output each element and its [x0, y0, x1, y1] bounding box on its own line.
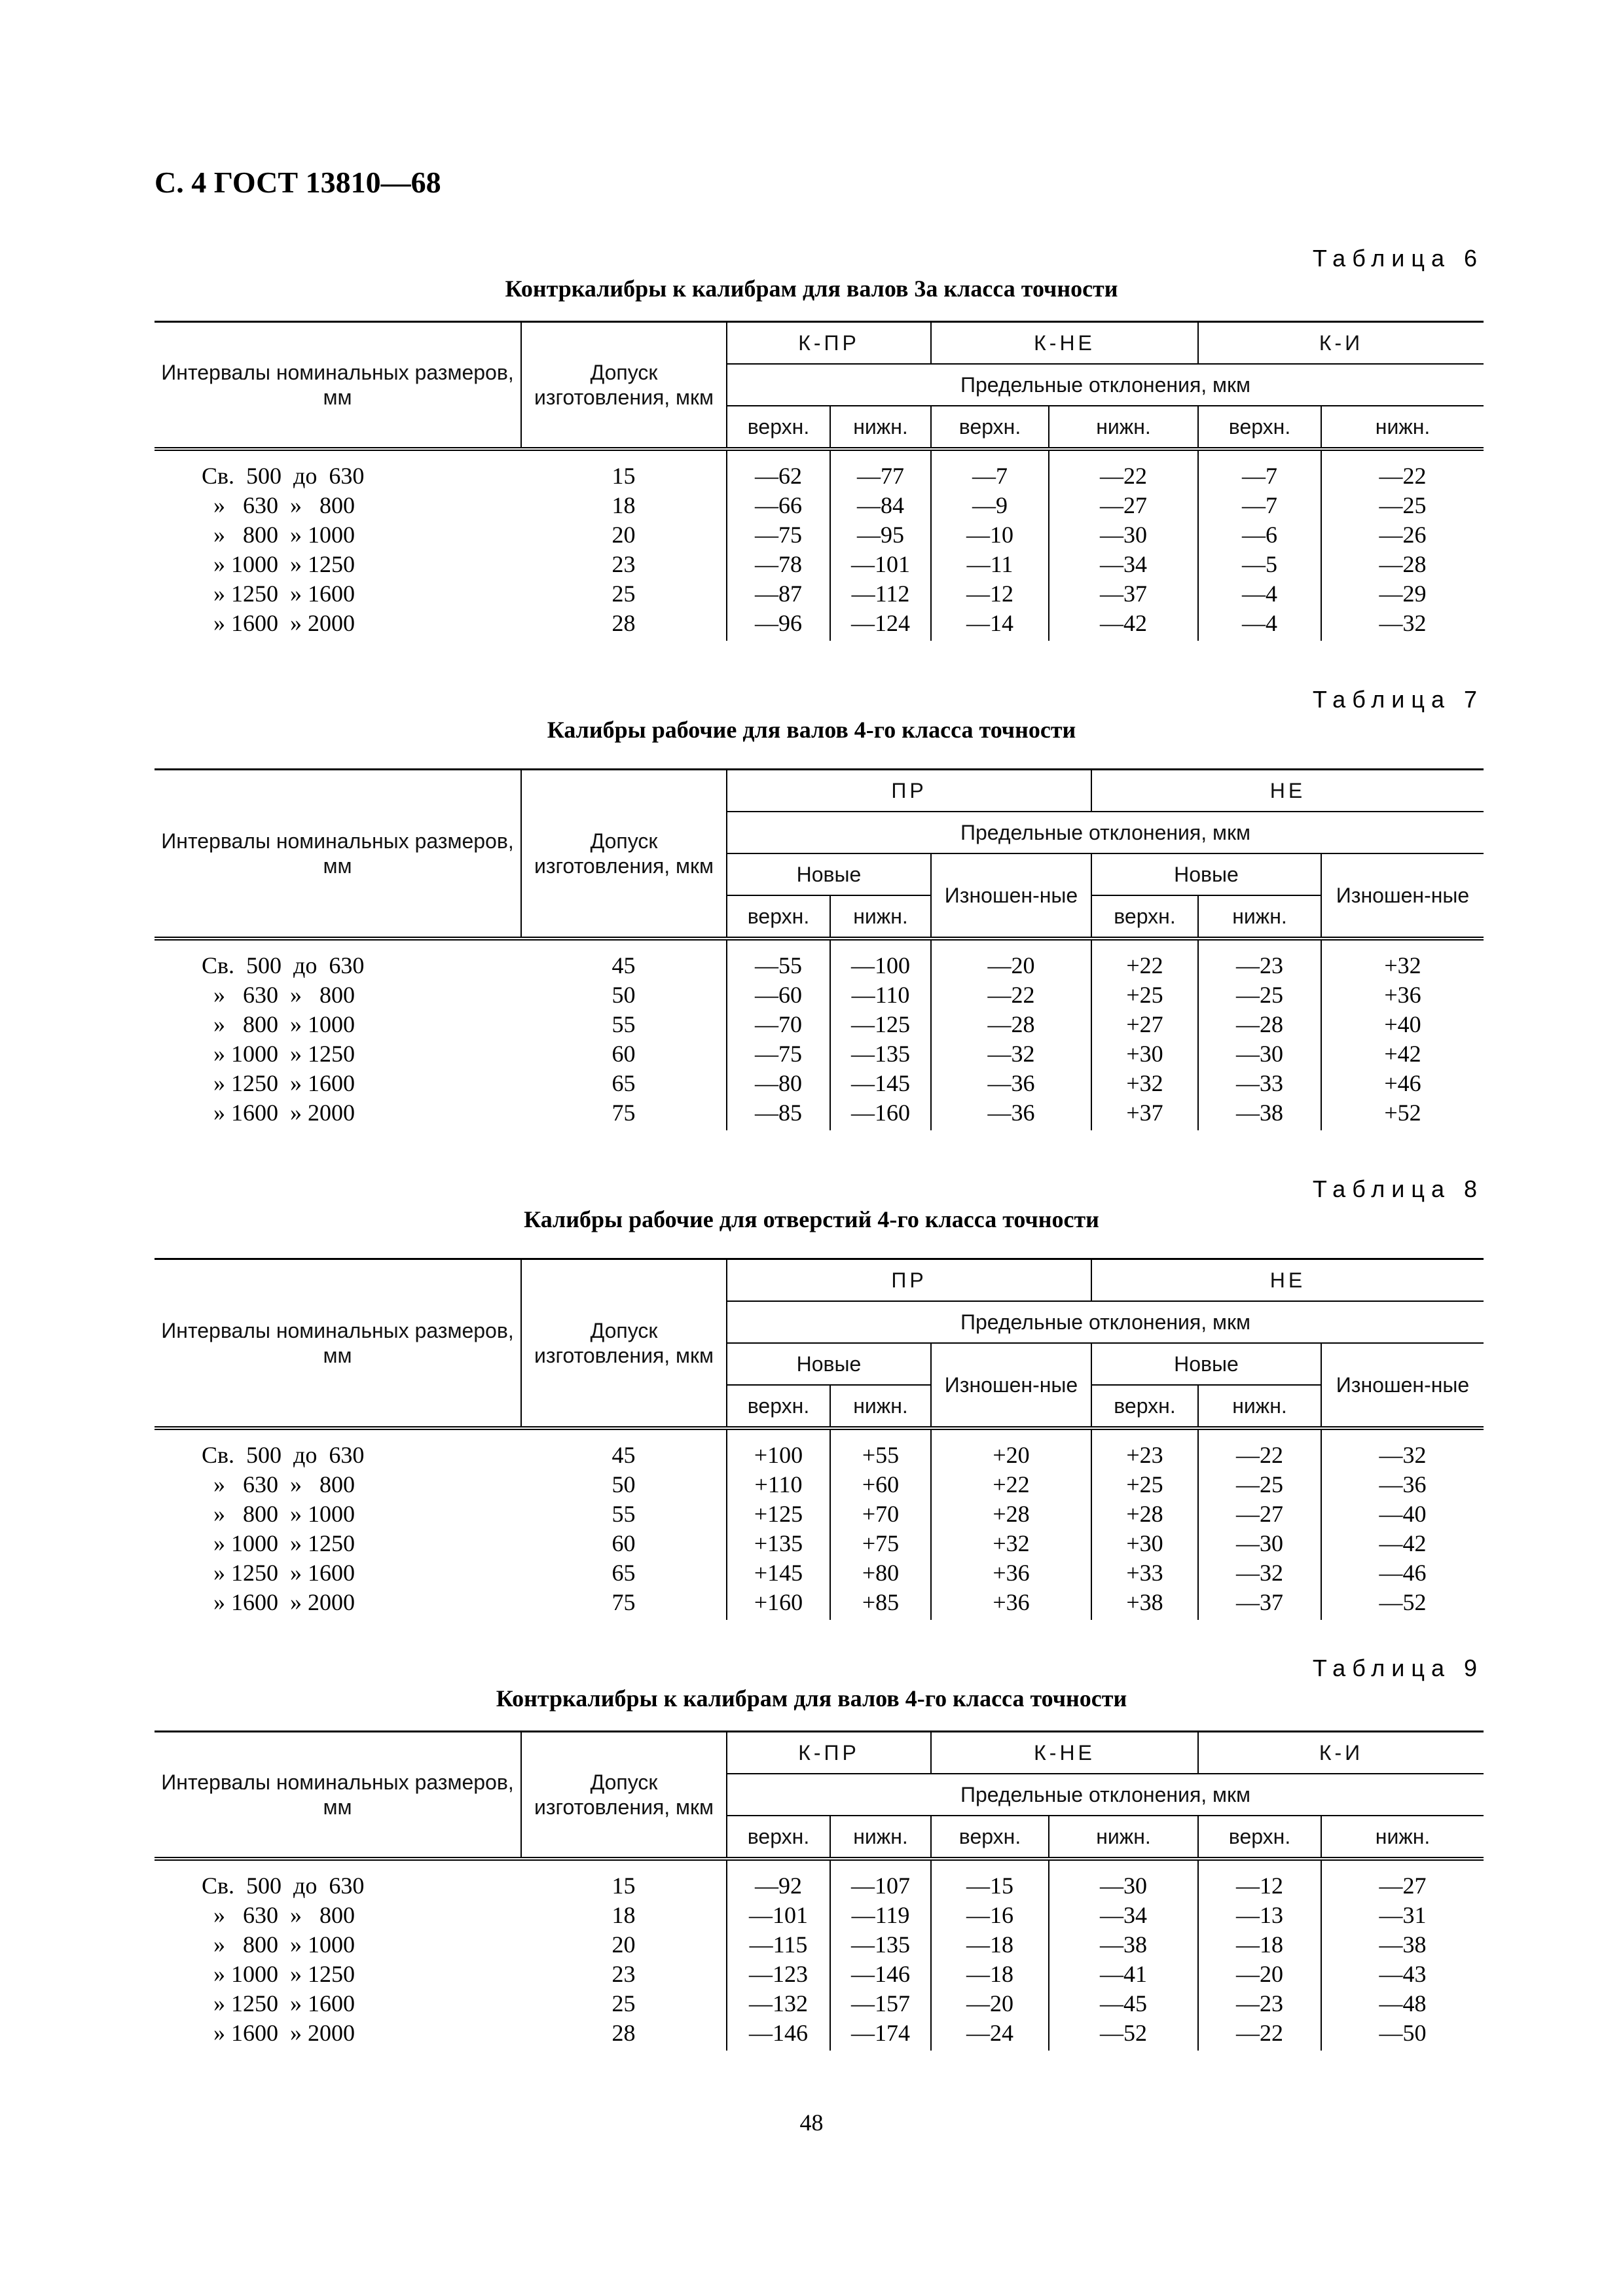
- lower-header: нижн.: [1321, 1816, 1484, 1859]
- deviation-cell: —50: [1321, 2018, 1484, 2051]
- deviation-cell: —14: [931, 609, 1049, 641]
- deviation-cell: —32: [1321, 1428, 1484, 1470]
- deviation-cell: +145: [727, 1558, 830, 1588]
- interval-header: Интервалы номинальных размеров, мм: [155, 770, 521, 939]
- table-8-label: Таблица 8: [1312, 1175, 1484, 1202]
- deviation-cell: —52: [1321, 1588, 1484, 1620]
- deviation-cell: —25: [1198, 980, 1321, 1010]
- group-header: ПР: [727, 770, 1091, 812]
- table-7-label: Таблица 7: [1312, 686, 1484, 713]
- size-interval-cell: » 1600 » 2000: [202, 1100, 355, 1126]
- deviation-cell: —27: [1321, 1859, 1484, 1901]
- tolerance-cell: 23: [611, 551, 636, 577]
- deviation-cell: —78: [727, 550, 830, 579]
- deviation-cell: —48: [1321, 1989, 1484, 2018]
- deviation-cell: +20: [931, 1428, 1091, 1470]
- table-row: [155, 1901, 1484, 1930]
- tolerance-cell: 50: [611, 982, 636, 1008]
- deviation-cell: +36: [931, 1558, 1091, 1588]
- deviation-cell: —75: [727, 520, 830, 550]
- deviation-cell: +28: [931, 1499, 1091, 1529]
- deviation-cell: —70: [727, 1010, 830, 1039]
- tolerance-cell: 20: [611, 522, 636, 548]
- tolerance-cell: 60: [611, 1530, 636, 1556]
- table-row: [155, 1010, 1484, 1039]
- deviation-cell: —80: [727, 1069, 830, 1098]
- interval-header: Интервалы номинальных размеров, мм: [155, 322, 521, 450]
- deviation-cell: —52: [1049, 2018, 1198, 2051]
- deviations-header: Предельные отклонения, мкм: [727, 812, 1484, 853]
- size-interval-cell: Св. 500 до 630: [202, 1873, 365, 1899]
- deviation-cell: —7: [1198, 449, 1321, 491]
- size-interval-cell: » 1250 » 1600: [202, 1560, 355, 1586]
- deviation-cell: —66: [727, 491, 830, 520]
- table-7: [155, 768, 1484, 1130]
- deviation-cell: —100: [830, 939, 931, 980]
- table-7-title: Калибры рабочие для валов 4-го класса точности: [547, 717, 1076, 743]
- deviation-cell: —84: [830, 491, 931, 520]
- deviation-cell: —4: [1198, 609, 1321, 641]
- deviation-cell: —25: [1321, 491, 1484, 520]
- group-header: НЕ: [1091, 1259, 1484, 1302]
- table-row: [155, 550, 1484, 579]
- deviation-cell: +37: [1091, 1098, 1198, 1130]
- deviation-cell: —20: [931, 1989, 1049, 2018]
- deviation-cell: —25: [1198, 1470, 1321, 1499]
- deviation-cell: +38: [1091, 1588, 1198, 1620]
- tolerance-cell: 65: [611, 1560, 636, 1586]
- upper-header: верхн.: [1198, 1816, 1321, 1859]
- deviation-cell: —15: [931, 1859, 1049, 1901]
- size-interval-cell: » 1000 » 1250: [202, 1961, 355, 1987]
- size-interval-cell: » 800 » 1000: [202, 1501, 355, 1527]
- deviation-cell: +75: [830, 1529, 931, 1558]
- deviation-cell: —42: [1049, 609, 1198, 641]
- size-interval-cell: Св. 500 до 630: [202, 1442, 365, 1468]
- deviation-cell: —87: [727, 579, 830, 609]
- deviation-cell: +42: [1321, 1039, 1484, 1069]
- table-row: [155, 1989, 1484, 2018]
- deviation-cell: —4: [1198, 579, 1321, 609]
- size-interval-cell: » 1250 » 1600: [202, 1990, 355, 2017]
- size-interval-cell: » 1250 » 1600: [202, 1070, 355, 1096]
- deviation-cell: —60: [727, 980, 830, 1010]
- deviation-cell: —37: [1049, 579, 1198, 609]
- deviation-cell: —123: [727, 1960, 830, 1989]
- tolerance-cell: 55: [611, 1011, 636, 1037]
- table-row: [155, 980, 1484, 1010]
- table-row: [155, 1039, 1484, 1069]
- table-9-title: Контркалибры к калибрам для валов 4-го класса точности: [496, 1685, 1127, 1712]
- deviation-cell: —22: [931, 980, 1091, 1010]
- lower-header: нижн.: [1198, 895, 1321, 939]
- table-row: [155, 1428, 1484, 1470]
- tolerance-header: Допуск изготовления, мкм: [521, 770, 727, 939]
- tolerance-cell: 18: [611, 492, 636, 518]
- tolerance-cell: 25: [611, 1990, 636, 2017]
- table-row: [155, 609, 1484, 641]
- deviation-cell: —135: [830, 1039, 931, 1069]
- deviation-cell: —33: [1198, 1069, 1321, 1098]
- deviation-cell: +32: [1321, 939, 1484, 980]
- deviation-cell: —32: [931, 1039, 1091, 1069]
- deviation-cell: —34: [1049, 1901, 1198, 1930]
- deviation-cell: —146: [830, 1960, 931, 1989]
- table-6-title: Контркалибры к калибрам для валов 3а класса точности: [505, 276, 1118, 302]
- deviation-cell: —45: [1049, 1989, 1198, 2018]
- deviation-cell: —85: [727, 1098, 830, 1130]
- deviations-header: Предельные отклонения, мкм: [727, 1301, 1484, 1343]
- deviation-cell: —22: [1198, 2018, 1321, 2051]
- table-row: [155, 1859, 1484, 1901]
- table-row: [155, 449, 1484, 491]
- new-header: Новые: [1091, 1343, 1321, 1385]
- deviation-cell: —107: [830, 1859, 931, 1901]
- size-interval-cell: » 1600 » 2000: [202, 1589, 355, 1615]
- tolerance-cell: 45: [611, 1442, 636, 1468]
- deviation-cell: +40: [1321, 1010, 1484, 1039]
- deviation-cell: —124: [830, 609, 931, 641]
- deviations-header: Предельные отклонения, мкм: [727, 1774, 1484, 1816]
- deviation-cell: +85: [830, 1588, 931, 1620]
- table-row: [155, 1098, 1484, 1130]
- deviation-cell: —75: [727, 1039, 830, 1069]
- deviation-cell: —22: [1321, 449, 1484, 491]
- deviation-cell: —20: [931, 939, 1091, 980]
- deviation-cell: —37: [1198, 1588, 1321, 1620]
- size-interval-cell: » 1000 » 1250: [202, 551, 355, 577]
- size-interval-cell: » 630 » 800: [202, 982, 355, 1008]
- size-interval-cell: » 630 » 800: [202, 1902, 355, 1928]
- size-interval-cell: » 630 » 800: [202, 1471, 355, 1498]
- deviation-cell: —38: [1049, 1930, 1198, 1960]
- deviation-cell: +32: [1091, 1069, 1198, 1098]
- deviation-cell: —43: [1321, 1960, 1484, 1989]
- deviation-cell: —12: [931, 579, 1049, 609]
- deviation-cell: —30: [1198, 1529, 1321, 1558]
- table-9-label: Таблица 9: [1312, 1655, 1484, 1681]
- worn-header: Изношен-ные: [1321, 1343, 1484, 1428]
- deviations-header: Предельные отклонения, мкм: [727, 364, 1484, 406]
- new-header: Новые: [727, 853, 931, 895]
- deviation-cell: +25: [1091, 980, 1198, 1010]
- deviation-cell: +52: [1321, 1098, 1484, 1130]
- size-interval-cell: » 630 » 800: [202, 492, 355, 518]
- lower-header: нижн.: [830, 1385, 931, 1428]
- tolerance-cell: 75: [611, 1100, 636, 1126]
- deviation-cell: —11: [931, 550, 1049, 579]
- deviation-cell: —22: [1049, 449, 1198, 491]
- deviation-cell: —40: [1321, 1499, 1484, 1529]
- deviation-cell: —29: [1321, 579, 1484, 609]
- size-interval-cell: » 1000 » 1250: [202, 1530, 355, 1556]
- tolerance-cell: 25: [611, 581, 636, 607]
- deviation-cell: —55: [727, 939, 830, 980]
- upper-header: верхн.: [931, 1816, 1049, 1859]
- table-row: [155, 939, 1484, 980]
- table-6-label: Таблица 6: [1312, 245, 1484, 272]
- deviation-cell: —41: [1049, 1960, 1198, 1989]
- deviation-cell: —119: [830, 1901, 931, 1930]
- tolerance-header: Допуск изготовления, мкм: [521, 1732, 727, 1859]
- deviation-cell: +135: [727, 1529, 830, 1558]
- tolerance-cell: 28: [611, 610, 636, 636]
- deviation-cell: —30: [1198, 1039, 1321, 1069]
- lower-header: нижн.: [830, 895, 931, 939]
- deviation-cell: —125: [830, 1010, 931, 1039]
- deviation-cell: —101: [830, 550, 931, 579]
- deviation-cell: +46: [1321, 1069, 1484, 1098]
- deviation-cell: +30: [1091, 1529, 1198, 1558]
- deviation-cell: —27: [1198, 1499, 1321, 1529]
- group-header: ПР: [727, 1259, 1091, 1302]
- size-interval-cell: » 1600 » 2000: [202, 610, 355, 636]
- table-9: [155, 1731, 1484, 2051]
- worn-header: Изношен-ные: [1321, 853, 1484, 939]
- deviation-cell: —32: [1321, 609, 1484, 641]
- worn-header: Изношен-ные: [931, 853, 1091, 939]
- tolerance-cell: 20: [611, 1931, 636, 1958]
- deviation-cell: —46: [1321, 1558, 1484, 1588]
- deviation-cell: —174: [830, 2018, 931, 2051]
- deviation-cell: —38: [1198, 1098, 1321, 1130]
- deviation-cell: —5: [1198, 550, 1321, 579]
- tolerance-cell: 23: [611, 1961, 636, 1987]
- lower-header: нижн.: [1198, 1385, 1321, 1428]
- size-interval-cell: » 1000 » 1250: [202, 1041, 355, 1067]
- size-interval-cell: Св. 500 до 630: [202, 463, 365, 489]
- table-row: [155, 1069, 1484, 1098]
- upper-header: верхн.: [727, 1385, 830, 1428]
- new-header: Новые: [727, 1343, 931, 1385]
- tolerance-cell: 45: [611, 952, 636, 978]
- tolerance-cell: 65: [611, 1070, 636, 1096]
- tolerance-cell: 55: [611, 1501, 636, 1527]
- deviation-cell: +30: [1091, 1039, 1198, 1069]
- table-row: [155, 1470, 1484, 1499]
- group-header: К-И: [1198, 1732, 1484, 1774]
- deviation-cell: —30: [1049, 1859, 1198, 1901]
- tolerance-header: Допуск изготовления, мкм: [521, 1259, 727, 1429]
- deviation-cell: —95: [830, 520, 931, 550]
- deviation-cell: —28: [1198, 1010, 1321, 1039]
- deviation-cell: —23: [1198, 1989, 1321, 2018]
- table-row: [155, 579, 1484, 609]
- deviation-cell: —24: [931, 2018, 1049, 2051]
- lower-header: нижн.: [830, 1816, 931, 1859]
- table-6: [155, 321, 1484, 641]
- tolerance-header: Допуск изготовления, мкм: [521, 322, 727, 450]
- table-row: [155, 2018, 1484, 2051]
- table-row: [155, 1960, 1484, 1989]
- tolerance-cell: 50: [611, 1471, 636, 1498]
- tolerance-cell: 18: [611, 1902, 636, 1928]
- deviation-cell: +22: [931, 1470, 1091, 1499]
- size-interval-cell: » 800 » 1000: [202, 1011, 355, 1037]
- deviation-cell: +32: [931, 1529, 1091, 1558]
- worn-header: Изношен-ные: [931, 1343, 1091, 1428]
- deviation-cell: —135: [830, 1930, 931, 1960]
- table-row: [155, 1529, 1484, 1558]
- interval-header: Интервалы номинальных размеров, мм: [155, 1259, 521, 1429]
- deviation-cell: —31: [1321, 1901, 1484, 1930]
- upper-header: верхн.: [727, 1816, 830, 1859]
- group-header: К-И: [1198, 322, 1484, 365]
- tolerance-cell: 15: [611, 463, 636, 489]
- deviation-cell: —36: [1321, 1470, 1484, 1499]
- deviation-cell: —7: [931, 449, 1049, 491]
- size-interval-cell: » 1600 » 2000: [202, 2020, 355, 2046]
- deviation-cell: —160: [830, 1098, 931, 1130]
- lower-header: нижн.: [830, 406, 931, 449]
- table-row: [155, 1588, 1484, 1620]
- deviation-cell: +23: [1091, 1428, 1198, 1470]
- deviation-cell: +100: [727, 1428, 830, 1470]
- deviation-cell: —115: [727, 1930, 830, 1960]
- deviation-cell: —110: [830, 980, 931, 1010]
- deviation-cell: —145: [830, 1069, 931, 1098]
- deviation-cell: +110: [727, 1470, 830, 1499]
- lower-header: нижн.: [1049, 406, 1198, 449]
- deviation-cell: —10: [931, 520, 1049, 550]
- deviation-cell: —9: [931, 491, 1049, 520]
- deviation-cell: —23: [1198, 939, 1321, 980]
- group-header: К-ПР: [727, 322, 931, 365]
- table-row: [155, 520, 1484, 550]
- table-8-title: Калибры рабочие для отверстий 4-го класса точности: [524, 1206, 1099, 1232]
- tolerance-cell: 15: [611, 1873, 636, 1899]
- deviation-cell: +160: [727, 1588, 830, 1620]
- deviation-cell: —36: [931, 1098, 1091, 1130]
- deviation-cell: —13: [1198, 1901, 1321, 1930]
- deviation-cell: —34: [1049, 550, 1198, 579]
- table-8: [155, 1258, 1484, 1620]
- deviation-cell: —157: [830, 1989, 931, 2018]
- deviation-cell: —42: [1321, 1529, 1484, 1558]
- tolerance-cell: 75: [611, 1589, 636, 1615]
- deviation-cell: —22: [1198, 1428, 1321, 1470]
- deviation-cell: +22: [1091, 939, 1198, 980]
- deviation-cell: +28: [1091, 1499, 1198, 1529]
- size-interval-cell: » 800 » 1000: [202, 1931, 355, 1958]
- upper-header: верхн.: [1091, 1385, 1198, 1428]
- group-header: К-НЕ: [931, 322, 1198, 365]
- tolerance-cell: 60: [611, 1041, 636, 1067]
- deviation-cell: —132: [727, 1989, 830, 2018]
- tolerance-cell: 28: [611, 2020, 636, 2046]
- table-row: [155, 1930, 1484, 1960]
- deviation-cell: —101: [727, 1901, 830, 1930]
- upper-header: верхн.: [727, 406, 830, 449]
- deviation-cell: —96: [727, 609, 830, 641]
- deviation-cell: +25: [1091, 1470, 1198, 1499]
- deviation-cell: —28: [931, 1010, 1091, 1039]
- deviation-cell: —112: [830, 579, 931, 609]
- upper-header: верхн.: [1198, 406, 1321, 449]
- deviation-cell: +33: [1091, 1558, 1198, 1588]
- deviation-cell: —28: [1321, 550, 1484, 579]
- group-header: НЕ: [1091, 770, 1484, 812]
- deviation-cell: +36: [931, 1588, 1091, 1620]
- deviation-cell: —6: [1198, 520, 1321, 550]
- group-header: К-ПР: [727, 1732, 931, 1774]
- lower-header: нижн.: [1049, 1816, 1198, 1859]
- upper-header: верхн.: [727, 895, 830, 939]
- deviation-cell: +80: [830, 1558, 931, 1588]
- deviation-cell: —16: [931, 1901, 1049, 1930]
- deviation-cell: —77: [830, 449, 931, 491]
- deviation-cell: +125: [727, 1499, 830, 1529]
- new-header: Новые: [1091, 853, 1321, 895]
- deviation-cell: +36: [1321, 980, 1484, 1010]
- upper-header: верхн.: [1091, 895, 1198, 939]
- deviation-cell: —18: [931, 1960, 1049, 1989]
- deviation-cell: +55: [830, 1428, 931, 1470]
- deviation-cell: —7: [1198, 491, 1321, 520]
- deviation-cell: —27: [1049, 491, 1198, 520]
- table-row: [155, 1499, 1484, 1529]
- size-interval-cell: » 800 » 1000: [202, 522, 355, 548]
- deviation-cell: +60: [830, 1470, 931, 1499]
- interval-header: Интервалы номинальных размеров, мм: [155, 1732, 521, 1859]
- group-header: К-НЕ: [931, 1732, 1198, 1774]
- deviation-cell: —26: [1321, 520, 1484, 550]
- deviation-cell: —20: [1198, 1960, 1321, 1989]
- page-header: С. 4 ГОСТ 13810—68: [155, 166, 441, 199]
- deviation-cell: —32: [1198, 1558, 1321, 1588]
- table-row: [155, 491, 1484, 520]
- size-interval-cell: » 1250 » 1600: [202, 581, 355, 607]
- deviation-cell: —62: [727, 449, 830, 491]
- deviation-cell: —30: [1049, 520, 1198, 550]
- lower-header: нижн.: [1321, 406, 1484, 449]
- upper-header: верхн.: [931, 406, 1049, 449]
- deviation-cell: —38: [1321, 1930, 1484, 1960]
- deviation-cell: —146: [727, 2018, 830, 2051]
- deviation-cell: +70: [830, 1499, 931, 1529]
- deviation-cell: +27: [1091, 1010, 1198, 1039]
- page-number: 48: [799, 2109, 824, 2136]
- deviation-cell: —18: [931, 1930, 1049, 1960]
- size-interval-cell: Св. 500 до 630: [202, 952, 365, 978]
- deviation-cell: —12: [1198, 1859, 1321, 1901]
- deviation-cell: —36: [931, 1069, 1091, 1098]
- deviation-cell: —92: [727, 1859, 830, 1901]
- table-row: [155, 1558, 1484, 1588]
- deviation-cell: —18: [1198, 1930, 1321, 1960]
